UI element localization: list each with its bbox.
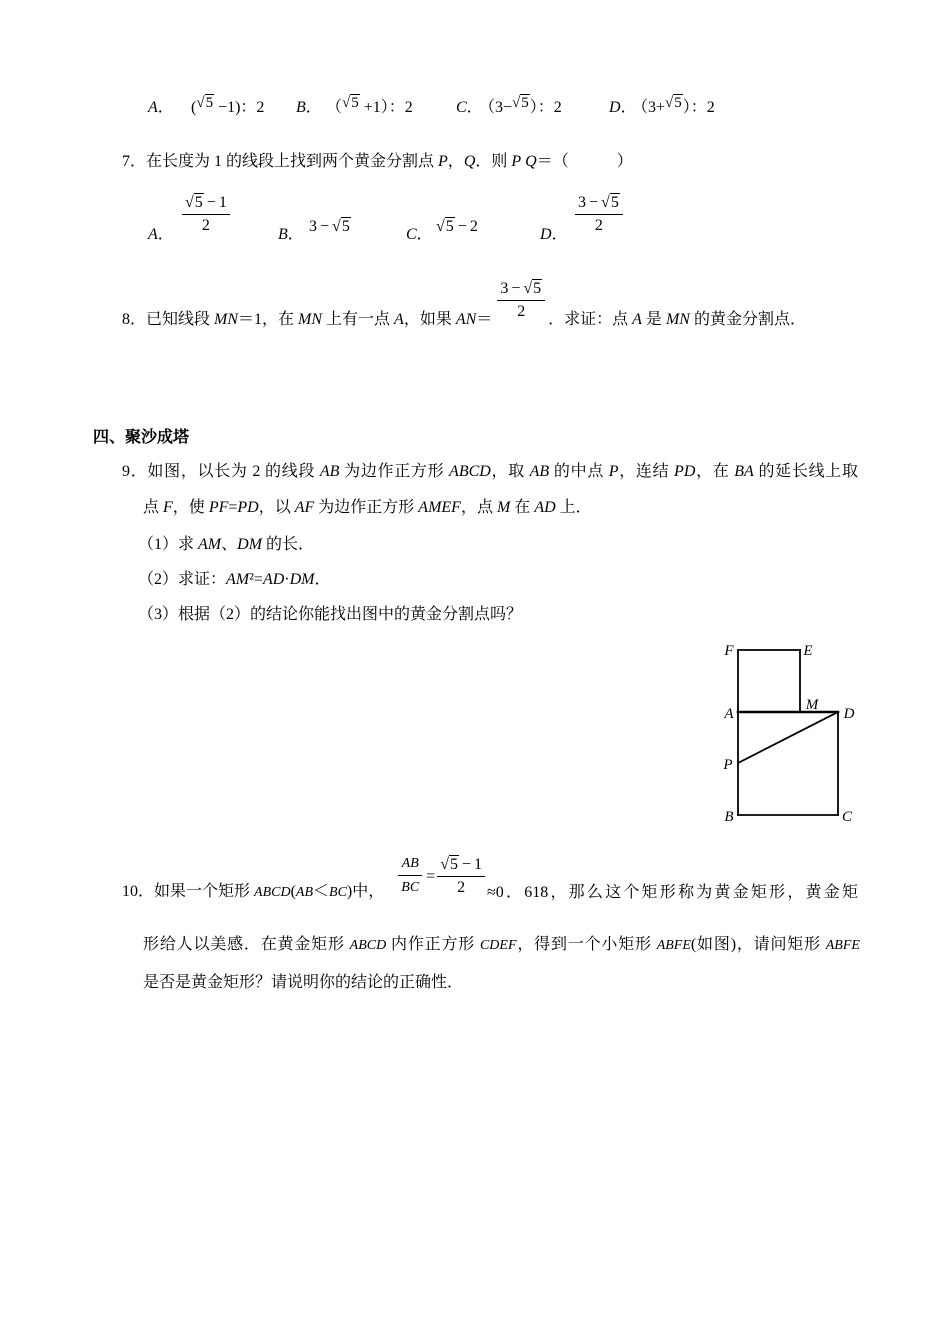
- math-variable: ABFE: [825, 938, 860, 953]
- radicand: 5: [521, 95, 529, 111]
- q6-option-d-expression: （3+√5）：2: [632, 95, 715, 116]
- radicand: 5: [205, 95, 214, 111]
- math-variable: B: [278, 226, 288, 243]
- radical-sign-icon: √: [512, 95, 521, 111]
- q10-value-fraction: [437, 854, 485, 899]
- q10-equals-sign: =: [426, 868, 436, 885]
- point-label-d: D: [843, 706, 855, 722]
- radical-sign-icon: √: [523, 280, 533, 297]
- radical-sign-icon: √: [601, 194, 610, 211]
- math-variable: PD: [674, 463, 696, 480]
- point-label-m: M: [805, 697, 819, 713]
- math-variable: BA: [734, 463, 754, 480]
- math-variable: AMEF: [418, 499, 461, 516]
- q7-option-d-fraction: [575, 192, 623, 237]
- math-variable: MN: [665, 311, 690, 328]
- math-variable: B: [296, 99, 306, 116]
- radicand: 5: [533, 280, 542, 297]
- math-variable: AD: [262, 571, 285, 588]
- fraction-denominator: 2: [457, 879, 466, 896]
- math-variable: A: [148, 99, 158, 116]
- square-root: [523, 279, 542, 297]
- math-operator: −: [206, 194, 216, 211]
- math-variable: PD: [237, 499, 259, 516]
- radicand: 5: [194, 194, 203, 211]
- math-variable: BC: [329, 885, 347, 900]
- fraction-denominator: [398, 876, 422, 899]
- math-variable: AM: [198, 536, 222, 553]
- square-root: [512, 95, 530, 111]
- math-variable: MN: [298, 311, 323, 328]
- fraction-numerator: 3 − √5: [575, 192, 623, 215]
- golden-section-figure: [700, 630, 870, 830]
- radical-sign-icon: √: [332, 218, 341, 235]
- q9-part-1: （1）求 AM、DM 的长．: [138, 536, 315, 553]
- square-root: [332, 217, 351, 235]
- point-label-a: A: [724, 706, 734, 722]
- math-variable: MN: [214, 311, 239, 328]
- math-variable: C: [456, 99, 467, 116]
- math-variable: AB: [529, 463, 550, 480]
- fraction-numerator: √5 − 1: [182, 192, 230, 215]
- math-variable: Q: [463, 153, 476, 170]
- math-operator: −: [511, 280, 521, 297]
- radical-sign-icon: √: [196, 95, 205, 111]
- math-variable: DM: [289, 571, 315, 588]
- fraction-numerator: [398, 852, 422, 876]
- q7-option-b-expression: 3 − √5: [309, 218, 350, 235]
- q7-option-b-label: B．: [278, 226, 304, 243]
- math-variable: D: [609, 99, 621, 116]
- fraction-denominator: 2: [594, 217, 603, 234]
- q6-option-b-expression: （√5 +1）：2: [326, 95, 413, 116]
- q6-option-a-expression: (√5 −1)：2: [191, 95, 265, 116]
- square-root: [342, 95, 360, 111]
- q7-option-a-fraction: [182, 192, 230, 237]
- square-root: [196, 95, 214, 111]
- math-variable: A: [394, 311, 404, 328]
- q6-option-d-label: D．: [609, 99, 637, 116]
- q10-line-2: 形给人以美感．在黄金矩形 ABCD 内作正方形 CDEF，得到一个小矩形 ABFE(如图)，请问矩形 ABFE: [143, 936, 860, 953]
- point-label-e: E: [803, 643, 813, 659]
- math-variable: P: [608, 463, 619, 480]
- math-variable: A: [148, 226, 158, 243]
- radicand: 5: [449, 856, 458, 873]
- q9-stem-line-1: 9．如图，以长为 2 的线段 AB 为边作正方形 ABCD，取 AB 的中点 P，连结 PD，在 BA 的延长线上取: [122, 463, 858, 480]
- square-root: [601, 193, 620, 211]
- math-variable: CDEF: [479, 938, 517, 953]
- segment-pd: [738, 712, 838, 763]
- math-variable: AF: [294, 499, 315, 516]
- fraction-denominator: 2: [201, 217, 210, 234]
- q10-text-before: 10．如果一个矩形 ABCD(AB＜BC)中，: [122, 883, 385, 900]
- q9-part-2: （2）求证：AM²=AD·DM．: [138, 571, 331, 588]
- square-root: [665, 95, 683, 111]
- math-variable: Q: [525, 153, 537, 170]
- math-variable: ABCD: [349, 938, 387, 953]
- radicand: 5: [610, 194, 619, 211]
- q7-option-d-label: D．: [540, 226, 568, 243]
- q7-option-c-expression: √5 − 2: [436, 218, 478, 235]
- q9-part-3: （3）根据（2）的结论你能找出图中的黄金分割点吗？: [138, 606, 523, 623]
- square-root: [436, 217, 455, 235]
- radicand: 5: [351, 95, 359, 111]
- radicand: 5: [674, 95, 682, 111]
- math-variable: AM: [226, 571, 250, 588]
- q7-stem: 7．在长度为 1 的线段上找到两个黄金分割点 P，Q．则 P Q＝（ ）: [122, 153, 633, 170]
- square-root: [185, 193, 204, 211]
- q8-text-before: 8．已知线段 MN＝1，在 MN 上有一点 A，如果 AN＝: [122, 311, 493, 328]
- square-root: [440, 855, 459, 873]
- q8-line: [122, 278, 806, 330]
- radicand: 5: [341, 218, 350, 235]
- point-label-p: P: [723, 757, 733, 773]
- radical-sign-icon: √: [185, 194, 194, 211]
- point-label-f: F: [724, 643, 734, 659]
- math-variable: AB: [401, 856, 419, 871]
- radicand: 5: [445, 218, 454, 235]
- section-heading: 四、聚沙成塔: [93, 427, 190, 446]
- point-label-c: C: [841, 809, 853, 825]
- q10-ratio-fraction: [398, 852, 422, 899]
- math-operator: −: [589, 194, 599, 211]
- math-variable: DM: [237, 536, 263, 553]
- math-variable: F: [163, 499, 173, 516]
- point-label-b: B: [724, 809, 734, 825]
- q8-text-after: ．求证：点 A 是 MN 的黄金分割点．: [548, 311, 806, 328]
- q6-option-a-label: A．: [148, 99, 174, 116]
- q6-option-b-label: B．: [296, 99, 322, 116]
- math-variable: D: [540, 226, 552, 243]
- radical-sign-icon: √: [440, 856, 449, 873]
- math-variable: P: [511, 153, 522, 170]
- math-operator: −: [457, 218, 467, 235]
- math-variable: A: [632, 311, 642, 328]
- math-variable: ABFE: [656, 938, 691, 953]
- math-variable: PF: [208, 499, 229, 516]
- math-variable: BC: [401, 880, 420, 895]
- radical-sign-icon: √: [436, 218, 445, 235]
- q7-option-c-label: C．: [406, 226, 433, 243]
- radical-sign-icon: √: [342, 95, 351, 111]
- math-variable: ABCD: [254, 885, 291, 900]
- radical-sign-icon: √: [665, 95, 674, 111]
- math-variable: ABCD: [449, 463, 491, 480]
- q6-option-c-label: C．: [456, 99, 483, 116]
- math-variable: C: [406, 226, 417, 243]
- q10-text-after: ≈0．618，那么这个矩形称为黄金矩形，黄金矩: [487, 884, 858, 901]
- math-variable: AB: [319, 463, 340, 480]
- math-variable: AB: [295, 885, 314, 900]
- q10-line-1: [122, 850, 858, 903]
- q10-line-3: 是否是黄金矩形？请说明你的结论的正确性．: [143, 974, 464, 991]
- fraction-denominator: 2: [517, 303, 526, 320]
- q9-stem-line-2: 点 F，使 PF=PD，以 AF 为边作正方形 AMEF，点 M 在 AD 上．: [143, 499, 592, 516]
- math-variable: P: [438, 153, 448, 170]
- fraction-numerator: 3 − √5: [497, 278, 545, 301]
- math-variable: AD: [534, 499, 556, 516]
- math-variable: AN: [455, 311, 477, 328]
- math-operator: −: [320, 218, 330, 235]
- math-variable: M: [496, 499, 511, 516]
- q6-option-c-expression: （3−√5）：2: [479, 95, 562, 116]
- fraction-numerator: √5 − 1: [437, 854, 485, 877]
- q7-option-a-label: A．: [148, 226, 174, 243]
- q8-fraction: [497, 278, 545, 323]
- math-operator: −: [461, 856, 471, 873]
